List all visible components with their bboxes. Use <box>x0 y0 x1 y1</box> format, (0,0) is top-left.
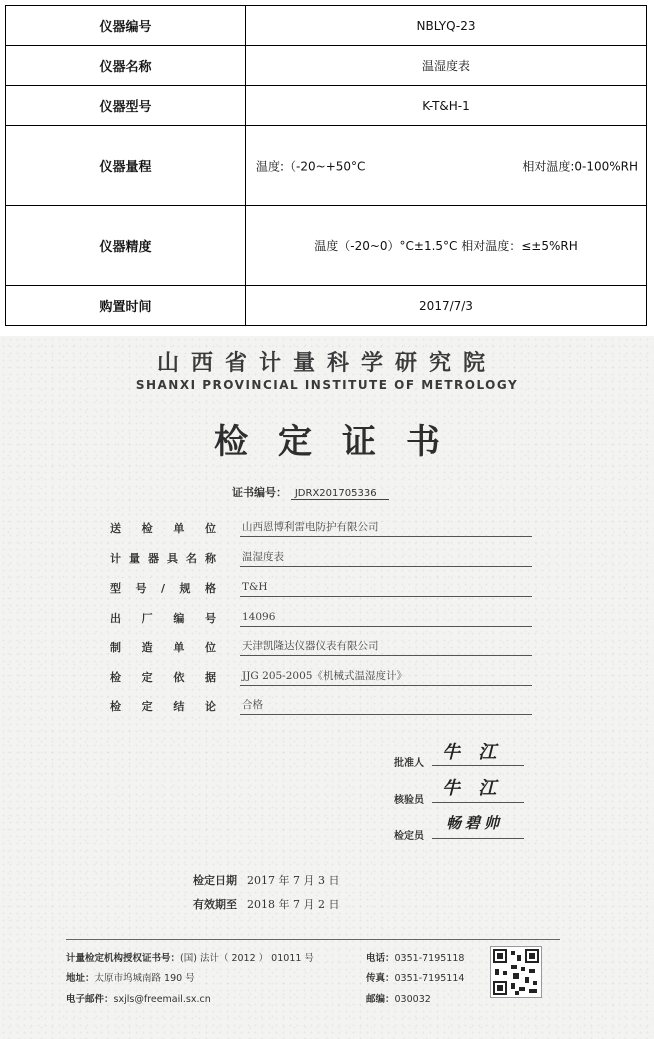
table-row <box>6 206 647 286</box>
table-row <box>6 86 647 126</box>
field-model <box>110 578 532 598</box>
table-row <box>6 46 647 86</box>
fax-value: 0351-7195114 <box>394 973 465 984</box>
verify-date <box>193 872 339 888</box>
field-serial <box>110 608 532 628</box>
field-value: JJG 205-2005《机械式温湿度计》 <box>240 667 532 686</box>
email-label: 电子邮件： <box>66 994 114 1005</box>
row-label: 仪器编号 <box>6 6 246 46</box>
field-value: 14096 <box>240 608 532 627</box>
fax-label: 传真： <box>366 973 395 984</box>
row-value: K-T&H-1 <box>246 86 647 126</box>
instrument-info-table <box>5 5 647 326</box>
row-value: NBLYQ-23 <box>246 6 647 46</box>
zip-value: 030032 <box>394 994 431 1005</box>
field-standard <box>110 667 532 687</box>
row-value: 温度（-20~0）°C±1.5°C 相对温度：≤±5%RH <box>246 206 647 286</box>
reviewer-signature: 牛 江 <box>442 778 503 799</box>
field-value: 温湿度表 <box>240 548 532 567</box>
footer-email <box>66 991 211 1005</box>
row-label: 仪器量程 <box>6 126 246 206</box>
footer-fax <box>366 970 464 984</box>
field-label: 送检单位 <box>110 522 216 535</box>
footer-zip <box>366 991 431 1005</box>
row-value: 2017/7/3 <box>246 286 647 326</box>
row-label: 购置时间 <box>6 286 246 326</box>
field-value: 合格 <box>240 696 532 715</box>
certificate-number-value: JDRX201705336 <box>291 488 389 500</box>
field-instrument-name <box>110 548 532 568</box>
footer-address <box>66 970 195 984</box>
field-label: 计量器具名称 <box>110 552 216 565</box>
field-submitter <box>110 518 532 538</box>
footer-phone <box>366 950 464 964</box>
field-label: 出厂编号 <box>110 612 216 625</box>
auth-label: 计量检定机构授权证书号： <box>66 953 181 964</box>
calibration-certificate <box>0 336 654 1039</box>
field-label: 型号/规格 <box>110 582 216 595</box>
valid-until-value: 2018 年 7 月 2 日 <box>247 898 340 911</box>
zip-label: 邮编： <box>366 994 395 1005</box>
email-value: sxjls@freemail.sx.cn <box>113 994 211 1005</box>
inspector-label: 检定员 <box>394 831 424 842</box>
footer-authorization <box>66 950 314 964</box>
org-name-en: SHANXI PROVINCIAL INSTITUTE OF METROLOGY <box>135 378 519 392</box>
reviewer-label: 核验员 <box>394 795 424 806</box>
field-manufacturer <box>110 637 532 657</box>
approver-label: 批准人 <box>394 758 424 769</box>
qr-code-icon <box>490 946 542 998</box>
row-value <box>246 126 647 206</box>
table-row <box>6 6 647 46</box>
row-label: 仪器名称 <box>6 46 246 86</box>
verify-date-label: 检定日期 <box>193 874 237 887</box>
field-label: 检定结论 <box>110 700 216 713</box>
verify-date-value: 2017 年 7 月 3 日 <box>247 874 340 887</box>
footer-divider <box>66 939 560 940</box>
certificate-number <box>232 484 389 500</box>
range-humidity: 相对温度:0-100%RH <box>522 159 638 173</box>
row-label: 仪器精度 <box>6 206 246 286</box>
address-label: 地址： <box>66 973 95 984</box>
address-value: 太原市坞城南路 190 号 <box>94 973 195 984</box>
table-row <box>6 286 647 326</box>
phone-value: 0351-7195118 <box>394 953 465 964</box>
field-conclusion <box>110 696 532 716</box>
range-temperature: 温度:（-20~+50°C <box>256 159 366 173</box>
valid-until <box>193 896 339 912</box>
table-row <box>6 126 647 206</box>
field-label: 制造单位 <box>110 641 216 654</box>
certificate-number-label: 证书编号： <box>232 486 287 499</box>
approver-signature: 牛 江 <box>442 742 503 763</box>
field-value: 天津凯隆达仪器仪表有限公司 <box>240 637 532 656</box>
certificate-title: 检定证书 <box>214 422 470 462</box>
phone-label: 电话： <box>366 953 395 964</box>
org-name-cn: 山西省计量科学研究院 <box>156 351 497 376</box>
field-value: T&H <box>240 578 532 597</box>
row-value: 温湿度表 <box>246 46 647 86</box>
valid-until-label: 有效期至 <box>193 898 237 911</box>
field-value: 山西恩博利雷电防护有限公司 <box>240 518 532 537</box>
auth-value: (国) 法计（ 2012 ） 01011 号 <box>180 953 314 964</box>
field-label: 检定依据 <box>110 671 216 684</box>
inspector-signature: 畅碧帅 <box>446 814 504 832</box>
row-label: 仪器型号 <box>6 86 246 126</box>
